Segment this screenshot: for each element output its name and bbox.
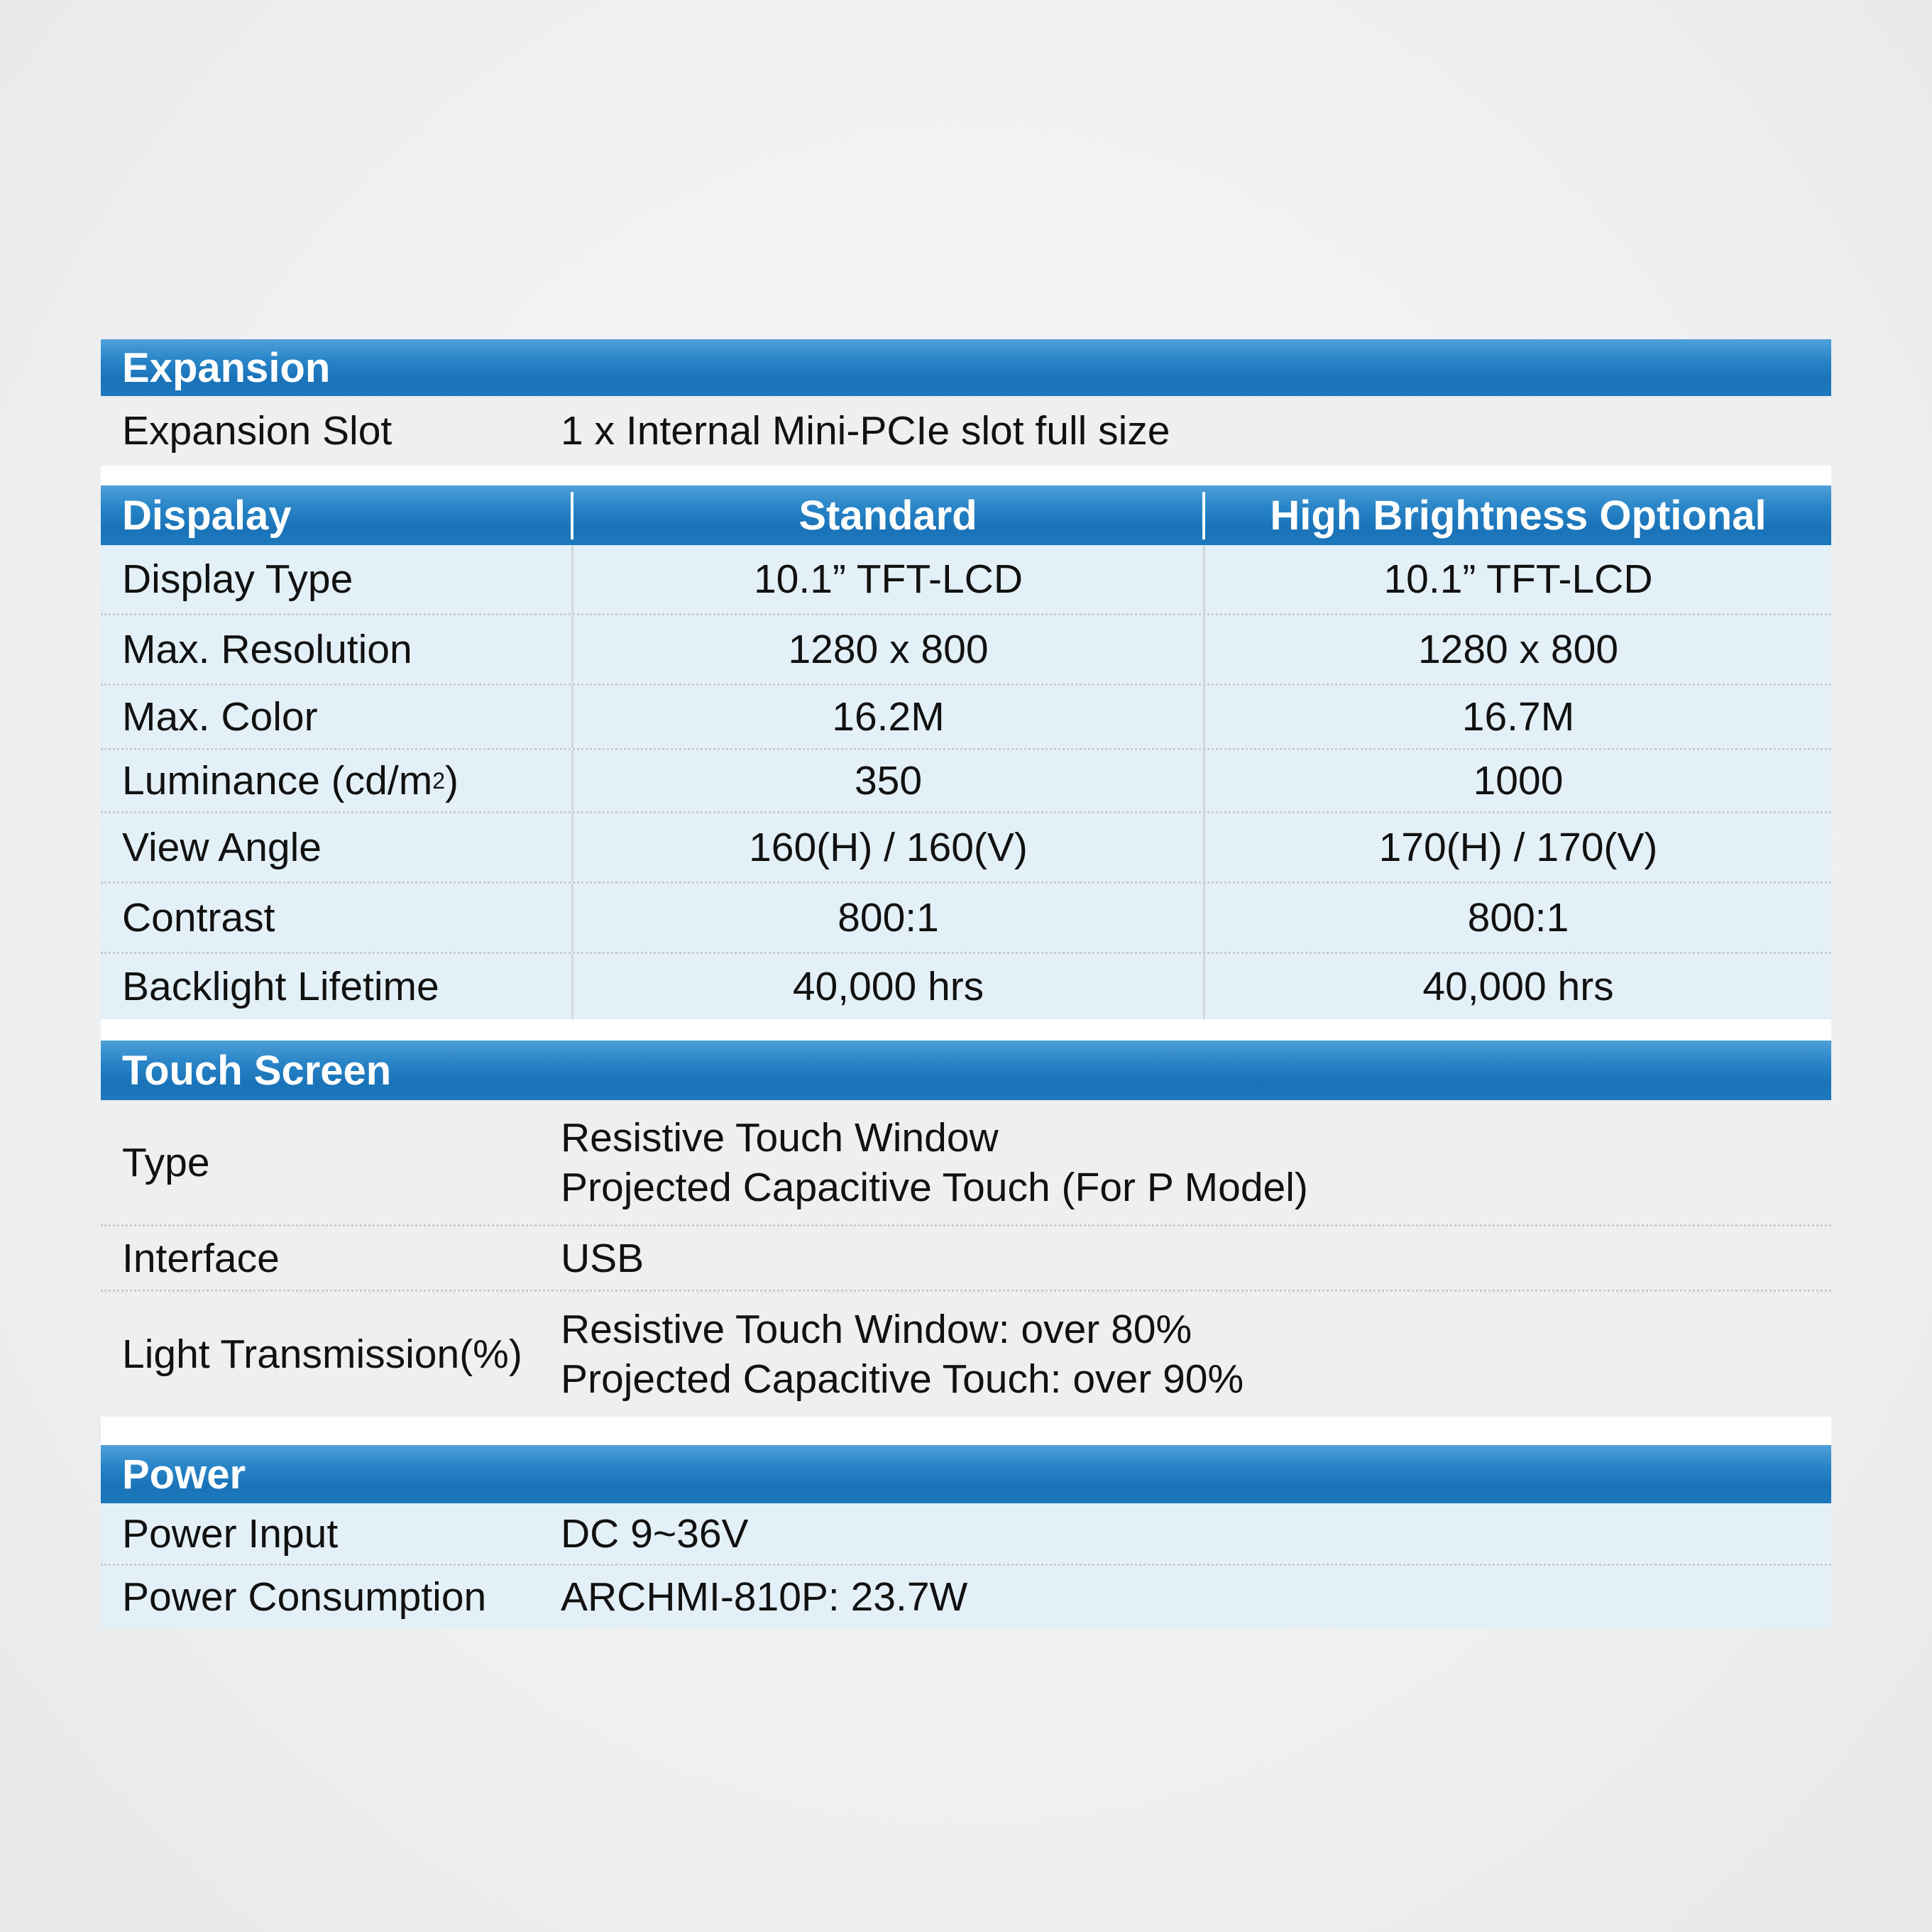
spec-row [101, 396, 1831, 466]
luminance-label: Luminance (cd/m [122, 758, 433, 803]
spec-value: 1 x Internal Mini-PCIe slot full size [561, 408, 1170, 454]
table-row [101, 750, 1831, 813]
expansion-header [101, 339, 1831, 396]
touch-screen-section [101, 1041, 1831, 1417]
power-section [101, 1445, 1831, 1628]
high-value: 10.1” TFT-LCD [1383, 556, 1653, 602]
table-row [101, 615, 1831, 686]
high-value: 1000 [1473, 758, 1564, 803]
row-label: Max. Resolution [101, 615, 573, 684]
power-header [101, 1445, 1831, 1503]
standard-value: 40,000 hrs [573, 954, 1205, 1019]
spec-row [101, 1226, 1831, 1292]
value-line: Projected Capacitive Touch (For P Model) [561, 1164, 1308, 1210]
display-title: Dispalay [101, 492, 573, 539]
spec-value [561, 1305, 1831, 1404]
standard-value: 16.2M [573, 686, 1205, 748]
standard-value: 160(H) / 160(V) [573, 813, 1205, 882]
value-line: Projected Capacitive Touch: over 90% [561, 1356, 1244, 1402]
high-value: 1280 x 800 [1417, 627, 1619, 672]
standard-value: 800:1 [573, 884, 1205, 952]
spec-row [101, 1292, 1831, 1417]
table-row [101, 545, 1831, 615]
row-label: Display Type [101, 545, 573, 613]
row-label: Contrast [101, 884, 573, 952]
high-value: 170(H) / 170(V) [1378, 825, 1658, 870]
value-line: Resistive Touch Window [561, 1114, 999, 1160]
column-high-brightness: High Brightness Optional [1270, 492, 1767, 539]
spec-label: Power Consumption [122, 1574, 487, 1620]
display-section [101, 485, 1831, 1019]
standard-value: 10.1” TFT-LCD [573, 545, 1205, 613]
touch-screen-header [101, 1041, 1831, 1100]
spec-label: Light Transmission(%) [122, 1332, 522, 1377]
spec-row [101, 1503, 1831, 1566]
display-header [101, 485, 1831, 545]
spec-value: USB [561, 1235, 644, 1281]
row-label [101, 750, 573, 811]
column-standard: Standard [573, 492, 1205, 539]
row-label: Max. Color [101, 686, 573, 748]
expansion-section [101, 339, 1831, 466]
spec-value: ARCHMI-810P: 23.7W [561, 1574, 968, 1620]
luminance-label-end: ) [444, 758, 459, 803]
row-label: Backlight Lifetime [101, 954, 573, 1019]
spec-row [101, 1100, 1831, 1226]
spec-label: Power Input [122, 1510, 339, 1557]
touch-screen-title: Touch Screen [122, 1047, 392, 1094]
spec-sheet [101, 339, 1831, 1628]
table-row [101, 813, 1831, 884]
high-value: 40,000 hrs [1422, 964, 1614, 1009]
table-row [101, 954, 1831, 1019]
table-row [101, 884, 1831, 954]
spec-label: Expansion Slot [122, 408, 393, 454]
high-value: 800:1 [1467, 895, 1569, 940]
spec-value [561, 1113, 1831, 1212]
value-line: Resistive Touch Window: over 80% [561, 1307, 1192, 1352]
table-row [101, 686, 1831, 750]
spec-label: Interface [122, 1235, 280, 1281]
standard-value: 1280 x 800 [573, 615, 1205, 684]
standard-value: 350 [573, 750, 1205, 811]
spec-value: DC 9~36V [561, 1510, 749, 1557]
spec-row [101, 1566, 1831, 1628]
superscript: 2 [432, 767, 445, 794]
expansion-title: Expansion [122, 344, 331, 391]
high-value: 16.7M [1461, 694, 1575, 740]
spec-label: Type [122, 1139, 210, 1185]
row-label: View Angle [101, 813, 573, 882]
power-title: Power [122, 1451, 246, 1498]
